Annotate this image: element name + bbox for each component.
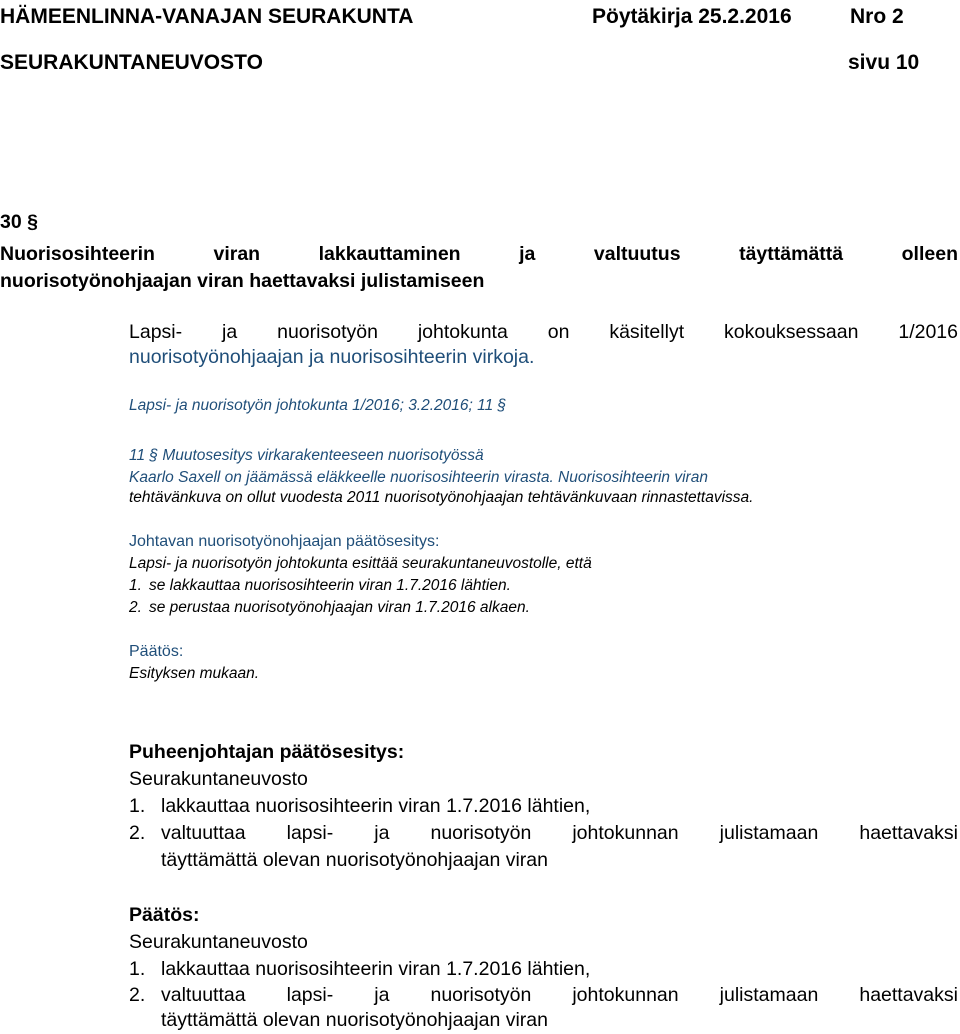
quote-item-2 [129,599,530,617]
quote-paragraph-line2: tehtävänkuva on ollut vuodesta 2011 nuorisotyönohjaajan tehtävänkuvaan rinnastettavissa. [129,489,754,506]
quote-subheading: 11 § Muutosesitys virkarakenteeseen nuorisotyössä [129,447,484,464]
decision-item-2 [129,984,958,1007]
chair-body: Seurakuntaneuvosto [129,768,308,790]
document-title: Pöytäkirja 25.2.2016 [592,5,792,28]
decision-item-number: 2. [129,984,146,1006]
page-number: sivu 10 [848,51,920,74]
chair-item-1 [129,795,590,818]
org-name: HÄMEENLINNA-VANAJAN SEURAKUNTA [0,5,414,28]
quote-item-text: se perustaa nuorisotyönohjaajan viran 1.7.2016 alkaen. [149,599,530,616]
chair-item-text: valtuuttaa lapsi- ja nuorisotyön johtokunnan julistamaan haettavaksi [161,822,958,844]
intro-line2: nuorisotyönohjaajan ja nuorisosihteerin virkoja. [129,346,535,368]
chair-item-2 [129,822,958,845]
section-title-line1: Nuorisosihteerin viran lakkauttaminen ja valtuutus täyttämättä olleen [0,243,958,265]
quote-proposal-label: Johtavan nuorisotyönohjaajan päätösesitys: [129,533,440,550]
body-name: SEURAKUNTANEUVOSTO [0,51,263,74]
section-number: 30 § [0,211,38,233]
decision-body: Seurakuntaneuvosto [129,931,308,953]
chair-item-number: 1. [129,795,146,817]
quote-item-1 [129,577,511,595]
document-number: Nro 2 [850,5,904,28]
quote-decision-label: Päätös: [129,643,184,660]
decision-item-number: 1. [129,958,146,980]
chair-item-2-continued: täyttämättä olevan nuorisotyönohjaajan viran [161,849,548,871]
quote-decision-text: Esityksen mukaan. [129,665,260,682]
chair-item-text: lakkauttaa nuorisosihteerin viran 1.7.2016 lähtien, [161,795,591,817]
quote-paragraph-line1: Kaarlo Saxell on jäämässä eläkkeelle nuorisosihteerin virasta. Nuorisosihteerin viran [129,469,708,486]
section-title-line2: nuorisotyönohjaajan viran haettavaksi julistamiseen [0,270,485,292]
decision-item-1 [129,958,590,981]
chair-proposal-label: Puheenjohtajan päätösesitys: [129,741,405,763]
decision-item-text: lakkauttaa nuorisosihteerin viran 1.7.2016 lähtien, [161,958,591,980]
quote-item-number: 2. [129,599,142,616]
decision-item-text: valtuuttaa lapsi- ja nuorisotyön johtokunnan julistamaan haettavaksi [161,984,958,1006]
intro-line1: Lapsi- ja nuorisotyön johtokunta on käsitellyt kokouksessaan 1/2016 [129,321,958,343]
quote-item-number: 1. [129,577,142,594]
quote-proposal-text: Lapsi- ja nuorisotyön johtokunta esittää seurakuntaneuvostolle, että [129,555,592,572]
decision-label: Päätös: [129,904,200,926]
quote-item-text: se lakkauttaa nuorisosihteerin viran 1.7.2016 lähtien. [149,577,511,594]
chair-item-number: 2. [129,822,146,844]
decision-item-2-continued: täyttämättä olevan nuorisotyönohjaajan viran [161,1009,548,1031]
quote-reference: Lapsi- ja nuorisotyön johtokunta 1/2016; 3.2.2016; 11 § [129,397,507,414]
